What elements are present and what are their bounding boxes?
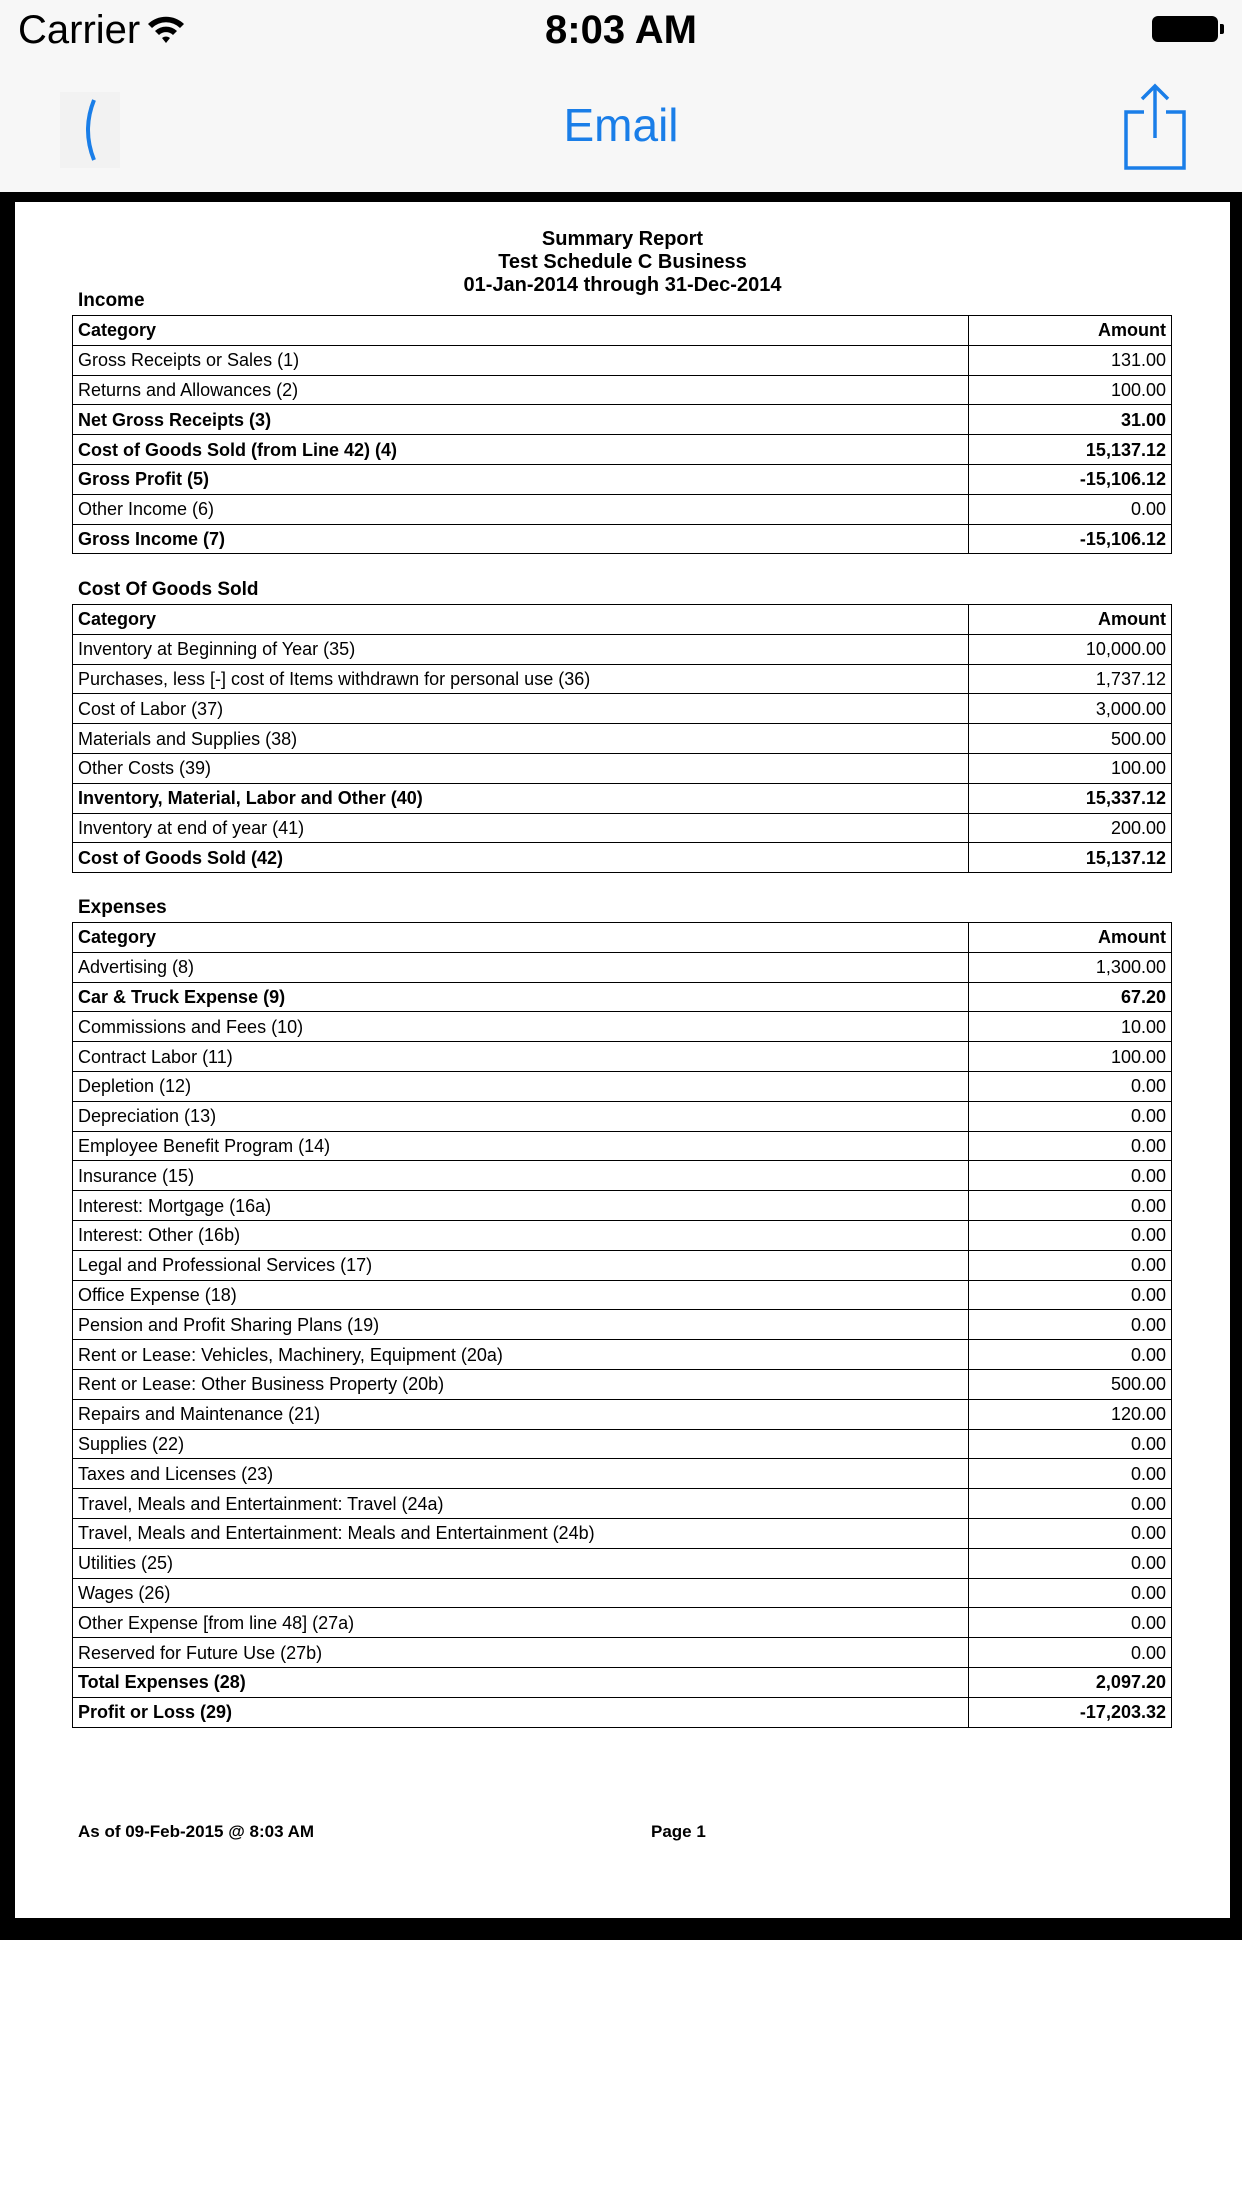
- category-cell: Legal and Professional Services (17): [73, 1250, 969, 1280]
- amount-cell: 100.00: [969, 753, 1172, 783]
- amount-cell: 500.00: [969, 724, 1172, 754]
- amount-cell: 0.00: [969, 1340, 1172, 1370]
- category-cell: Advertising (8): [73, 952, 969, 982]
- table-row: [73, 1369, 1172, 1399]
- amount-cell: 15,137.12: [969, 843, 1172, 873]
- amount-cell: 0.00: [969, 1459, 1172, 1489]
- category-cell: Total Expenses (28): [73, 1667, 969, 1697]
- category-cell: Other Expense [from line 48] (27a): [73, 1608, 969, 1638]
- category-cell: Profit or Loss (29): [73, 1697, 969, 1727]
- battery-icon: [1152, 16, 1218, 42]
- table-row: [73, 494, 1172, 524]
- amount-cell: 0.00: [969, 1429, 1172, 1459]
- category-cell: Cost of Goods Sold (from Line 42) (4): [73, 435, 969, 465]
- amount-cell: 15,337.12: [969, 783, 1172, 813]
- amount-cell: 0.00: [969, 1608, 1172, 1638]
- amount-cell: 0.00: [969, 1250, 1172, 1280]
- amount-header: Amount: [969, 316, 1172, 346]
- table-row: [73, 464, 1172, 494]
- category-header: Category: [73, 316, 969, 346]
- table-row: [73, 1280, 1172, 1310]
- amount-cell: 10,000.00: [969, 634, 1172, 664]
- amount-cell: 0.00: [969, 1578, 1172, 1608]
- table-row: [73, 1459, 1172, 1489]
- category-cell: Insurance (15): [73, 1161, 969, 1191]
- amount-cell: 0.00: [969, 1101, 1172, 1131]
- table-row: [73, 524, 1172, 554]
- table-row: [73, 1578, 1172, 1608]
- category-cell: Other Costs (39): [73, 753, 969, 783]
- amount-cell: 0.00: [969, 1310, 1172, 1340]
- table-row: [73, 982, 1172, 1012]
- category-cell: Pension and Profit Sharing Plans (19): [73, 1310, 969, 1340]
- category-cell: Depletion (12): [73, 1071, 969, 1101]
- cogs-table: [72, 604, 1172, 873]
- category-cell: Materials and Supplies (38): [73, 724, 969, 754]
- table-row: [73, 753, 1172, 783]
- table-row: [73, 843, 1172, 873]
- category-cell: Interest: Mortgage (16a): [73, 1191, 969, 1221]
- category-cell: Car & Truck Expense (9): [73, 982, 969, 1012]
- clock: 8:03 AM: [545, 8, 697, 52]
- navigation-bar: [0, 62, 1242, 192]
- table-row: [73, 1101, 1172, 1131]
- category-cell: Net Gross Receipts (3): [73, 405, 969, 435]
- amount-cell: 500.00: [969, 1369, 1172, 1399]
- amount-cell: 0.00: [969, 1220, 1172, 1250]
- category-cell: Gross Income (7): [73, 524, 969, 554]
- category-cell: Rent or Lease: Vehicles, Machinery, Equipment (20a): [73, 1340, 969, 1370]
- table-row: [73, 435, 1172, 465]
- cogs-section-title: Cost Of Goods Sold: [78, 579, 259, 600]
- amount-cell: -15,106.12: [969, 464, 1172, 494]
- report-business: Test Schedule C Business: [498, 251, 747, 273]
- table-row: [73, 1310, 1172, 1340]
- amount-cell: 0.00: [969, 1191, 1172, 1221]
- amount-cell: 100.00: [969, 375, 1172, 405]
- amount-cell: 200.00: [969, 813, 1172, 843]
- category-cell: Commissions and Fees (10): [73, 1012, 969, 1042]
- category-cell: Employee Benefit Program (14): [73, 1131, 969, 1161]
- table-header-row: [73, 316, 1172, 346]
- nav-title: Email: [563, 99, 679, 151]
- amount-cell: 3,000.00: [969, 694, 1172, 724]
- category-cell: Interest: Other (16b): [73, 1220, 969, 1250]
- page-number: Page 1: [651, 1822, 706, 1841]
- category-cell: Cost of Labor (37): [73, 694, 969, 724]
- amount-cell: 1,300.00: [969, 952, 1172, 982]
- category-header: Category: [73, 605, 969, 635]
- table-header-row: [73, 923, 1172, 953]
- table-row: [73, 1697, 1172, 1727]
- category-cell: Other Income (6): [73, 494, 969, 524]
- category-cell: Supplies (22): [73, 1429, 969, 1459]
- table-row: [73, 1638, 1172, 1668]
- table-row: [73, 1071, 1172, 1101]
- table-row: [73, 405, 1172, 435]
- amount-cell: 1,737.12: [969, 664, 1172, 694]
- table-row: [73, 813, 1172, 843]
- table-row: [73, 1131, 1172, 1161]
- category-cell: Rent or Lease: Other Business Property (20b): [73, 1369, 969, 1399]
- table-row: [73, 1012, 1172, 1042]
- category-cell: Cost of Goods Sold (42): [73, 843, 969, 873]
- amount-cell: 0.00: [969, 1489, 1172, 1519]
- table-row: [73, 1250, 1172, 1280]
- amount-cell: -15,106.12: [969, 524, 1172, 554]
- category-cell: Contract Labor (11): [73, 1042, 969, 1072]
- table-row: [73, 1042, 1172, 1072]
- report-page[interactable]: [15, 202, 1230, 1918]
- income-section-title: Income: [78, 290, 145, 311]
- table-row: [73, 1191, 1172, 1221]
- amount-cell: 0.00: [969, 1131, 1172, 1161]
- category-cell: Inventory at Beginning of Year (35): [73, 634, 969, 664]
- table-row: [73, 1608, 1172, 1638]
- amount-cell: 0.00: [969, 494, 1172, 524]
- table-row: [73, 1220, 1172, 1250]
- category-cell: Inventory, Material, Labor and Other (40): [73, 783, 969, 813]
- amount-cell: 100.00: [969, 1042, 1172, 1072]
- table-row: [73, 1518, 1172, 1548]
- category-cell: Reserved for Future Use (27b): [73, 1638, 969, 1668]
- category-cell: Travel, Meals and Entertainment: Travel (24a): [73, 1489, 969, 1519]
- table-row: [73, 345, 1172, 375]
- table-row: [73, 375, 1172, 405]
- battery-tip: [1220, 24, 1224, 34]
- amount-cell: 0.00: [969, 1518, 1172, 1548]
- amount-cell: 2,097.20: [969, 1667, 1172, 1697]
- amount-cell: 0.00: [969, 1638, 1172, 1668]
- category-cell: Returns and Allowances (2): [73, 375, 969, 405]
- amount-cell: 10.00: [969, 1012, 1172, 1042]
- document-preview-frame: [0, 192, 1242, 1940]
- table-row: [73, 1399, 1172, 1429]
- table-row: [73, 664, 1172, 694]
- table-row: [73, 1340, 1172, 1370]
- category-cell: Depreciation (13): [73, 1101, 969, 1131]
- amount-cell: 131.00: [969, 345, 1172, 375]
- category-cell: Repairs and Maintenance (21): [73, 1399, 969, 1429]
- category-cell: Gross Profit (5): [73, 464, 969, 494]
- table-header-row: [73, 605, 1172, 635]
- table-row: [73, 634, 1172, 664]
- table-row: [73, 724, 1172, 754]
- amount-header: Amount: [969, 605, 1172, 635]
- expenses-table: [72, 922, 1172, 1728]
- table-row: [73, 1161, 1172, 1191]
- category-cell: Utilities (25): [73, 1548, 969, 1578]
- category-cell: Wages (26): [73, 1578, 969, 1608]
- category-cell: Inventory at end of year (41): [73, 813, 969, 843]
- category-cell: Taxes and Licenses (23): [73, 1459, 969, 1489]
- status-bar: [0, 0, 1242, 62]
- table-row: [73, 1489, 1172, 1519]
- table-row: [73, 1548, 1172, 1578]
- amount-cell: 0.00: [969, 1280, 1172, 1310]
- expenses-section-title: Expenses: [78, 897, 167, 918]
- report-title: Summary Report: [541, 228, 704, 250]
- amount-cell: 31.00: [969, 405, 1172, 435]
- share-icon[interactable]: [1120, 82, 1190, 174]
- carrier-label: Carrier: [18, 8, 141, 52]
- report-period: 01-Jan-2014 through 31-Dec-2014: [463, 274, 782, 296]
- amount-cell: 120.00: [969, 1399, 1172, 1429]
- table-row: [73, 694, 1172, 724]
- table-row: [73, 1667, 1172, 1697]
- income-table: [72, 315, 1172, 554]
- amount-cell: 0.00: [969, 1161, 1172, 1191]
- amount-cell: 0.00: [969, 1548, 1172, 1578]
- amount-cell: -17,203.32: [969, 1697, 1172, 1727]
- amount-cell: 0.00: [969, 1071, 1172, 1101]
- category-cell: Travel, Meals and Entertainment: Meals and Entertainment (24b): [73, 1518, 969, 1548]
- table-row: [73, 783, 1172, 813]
- category-header: Category: [73, 923, 969, 953]
- category-cell: Office Expense (18): [73, 1280, 969, 1310]
- amount-cell: 67.20: [969, 982, 1172, 1012]
- category-cell: Gross Receipts or Sales (1): [73, 345, 969, 375]
- report-timestamp: As of 09-Feb-2015 @ 8:03 AM: [78, 1822, 315, 1841]
- table-row: [73, 952, 1172, 982]
- table-row: [73, 1429, 1172, 1459]
- amount-header: Amount: [969, 923, 1172, 953]
- category-cell: Purchases, less [-] cost of Items withdrawn for personal use (36): [73, 664, 969, 694]
- amount-cell: 15,137.12: [969, 435, 1172, 465]
